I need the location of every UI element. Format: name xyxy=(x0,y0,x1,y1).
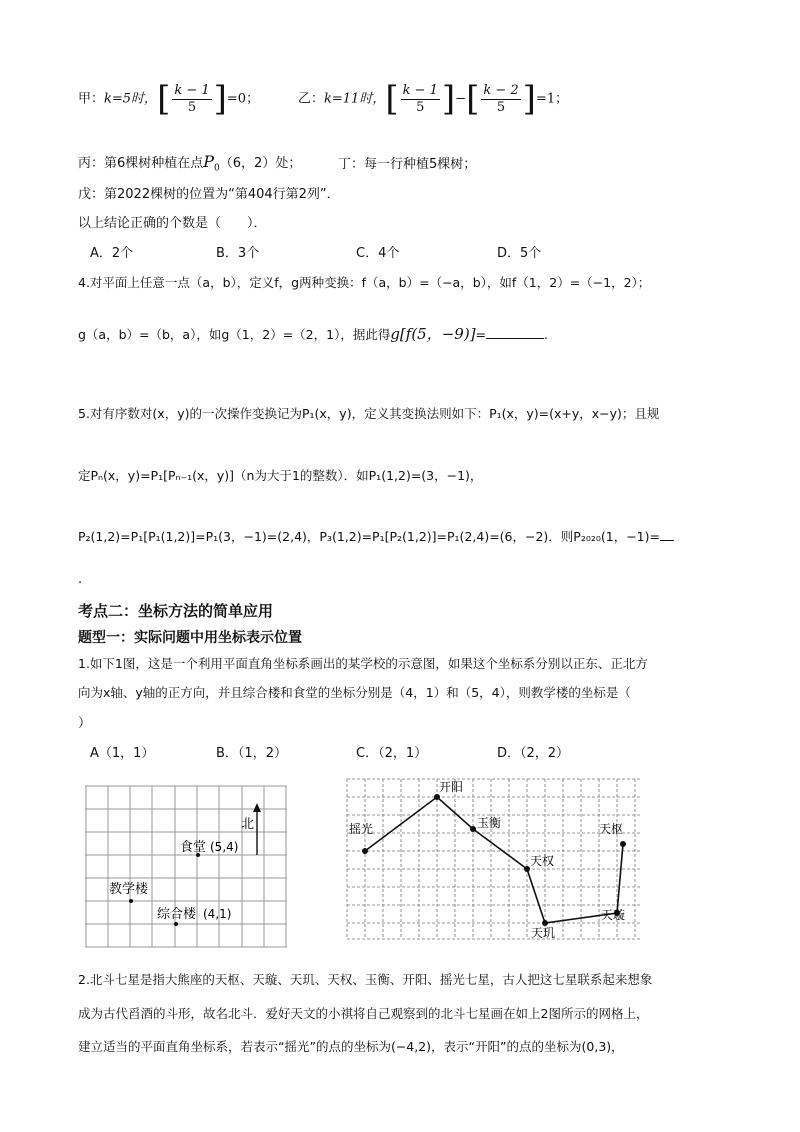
complex-building-coord: (4,1) xyxy=(203,907,232,921)
q5-line1: 5.对有序数对(x，y)的一次操作变换记为P₁(x，y)，定义其变换法则如下：P₁(x，y)=(x+y，x−y)；且规 xyxy=(78,406,660,421)
p1-line1: 1.如下1图，这是一个利用平面直角坐标系画出的某学校的示意图，如果这个坐标系分别以正东、正北方 xyxy=(78,656,648,671)
q3-statement-yi: 乙：k=11时，[ $\frac{k - 1}{5}$ ]−[ $\frac{k - 2}{5}$ ]=1； xyxy=(298,79,569,119)
p1-option-c[interactable]: C．（2，1） xyxy=(356,746,428,761)
q3-option-a[interactable]: A．2个 xyxy=(90,246,134,261)
q3-statement-wu: 戊：第2022棵树的位置为“第404行第2列”． xyxy=(78,187,340,202)
section-tixing: 题型一：实际问题中用坐标表示位置 xyxy=(78,630,302,646)
figure-1-school-map xyxy=(85,785,290,955)
star-tianshu xyxy=(620,841,626,847)
north-arrow-icon xyxy=(253,803,261,855)
star-label-yuheng: 玉衡 xyxy=(477,816,502,830)
star-label-tianshu: 天枢 xyxy=(599,822,624,836)
star-label-tianji: 天玑 xyxy=(531,926,556,940)
star-yaoguang xyxy=(362,848,368,854)
teaching-building-label: 教学楼 xyxy=(109,882,149,897)
q3-option-c[interactable]: C．4个 xyxy=(356,246,400,261)
q4-line1: 4.对平面上任意一点（a，b），定义f，g两种变换：f（a，b）=（−a，b），如f（1，2）=（−1，2）； xyxy=(78,275,651,290)
star-yuheng xyxy=(470,826,476,832)
canteen-coord: (5,4) xyxy=(210,840,239,854)
p2-line3: 建立适当的平面直角坐标系，若表示“摇光”的点的坐标为(−4,2)，表示“开阳”的点的坐标为(0,3)， xyxy=(78,1039,624,1054)
canteen-label: 食堂 xyxy=(180,840,207,855)
q5-line2: 定Pₙ(x，y)=P₁[Pₙ₋₁(x，y)]（n为大于1的整数）．如P₁(1,2)=(3，−1)， xyxy=(78,468,483,483)
p1-line2: 向为x轴、y轴的正方向，并且综合楼和食堂的坐标分别是（4，1）和（5，4），则教学楼的坐标是（ xyxy=(78,685,631,700)
p2-line2: 成为古代舀酒的斗形，故名北斗．爱好天文的小祺将自己观察到的北斗七星画在如上2图所示的网格上， xyxy=(78,1006,649,1021)
q3-question: 以上结论正确的个数是（ ）． xyxy=(78,216,267,231)
q3-statement-bing: 丙：第6棵树种植在点$P_0(6$，2）处； xyxy=(78,152,302,174)
q5-line3: P₂(1,2)=P₁[P₁(1,2)]=P₁(3，−1)=(2,4)，P₃(1,2)=P₁[P₂(1,2)]=P₁(2,4)=(6，−2)．则P₂₀₂₀(1，−1)= xyxy=(78,527,674,545)
p1-option-d[interactable]: D．（2，2） xyxy=(497,746,570,761)
figure-2-big-dipper xyxy=(345,777,645,945)
figure-2-grid xyxy=(347,779,640,939)
q4-answer-blank[interactable] xyxy=(486,326,544,339)
section-kaodian: 考点二：坐标方法的简单应用 xyxy=(78,602,274,620)
star-label-tianquan: 天权 xyxy=(530,854,555,868)
q3-statement-ding: 丁：每一行种植5棵树； xyxy=(338,157,477,172)
p2-line1: 2.北斗七星是指大熊座的天枢、天璇、天玑、天权、玉衡、开阳、摇光七星，古人把这七星联系起来想象 xyxy=(78,972,653,987)
star-kaiyang xyxy=(434,794,440,800)
star-label-kaiyang: 开阳 xyxy=(439,780,464,794)
p1-line3: ） xyxy=(78,716,92,731)
q3-option-d[interactable]: D．5个 xyxy=(497,246,542,261)
q3-statement-jia: 甲：k=5时，[ $\frac{k - 1}{5}$ ]=0； xyxy=(78,79,260,119)
star-label-tianxuan: 天璇 xyxy=(601,908,626,922)
teaching-building-point xyxy=(129,899,133,903)
complex-building-point xyxy=(174,922,178,926)
q5-tail: . xyxy=(78,572,83,587)
p1-option-b[interactable]: B．（1，2） xyxy=(216,746,287,761)
star-label-yaoguang: 摇光 xyxy=(349,822,374,836)
q5-answer-blank[interactable] xyxy=(660,528,674,541)
q4-line2: g（a，b）=（b，a），如g（1，2）=（2，1），据此得g[f(5，−9)]= . xyxy=(78,325,549,343)
complex-building-label: 综合楼 xyxy=(157,907,197,922)
p1-option-a[interactable]: A（1，1） xyxy=(90,746,155,761)
q3-option-b[interactable]: B．3个 xyxy=(216,246,260,261)
north-label: 北 xyxy=(241,817,255,832)
